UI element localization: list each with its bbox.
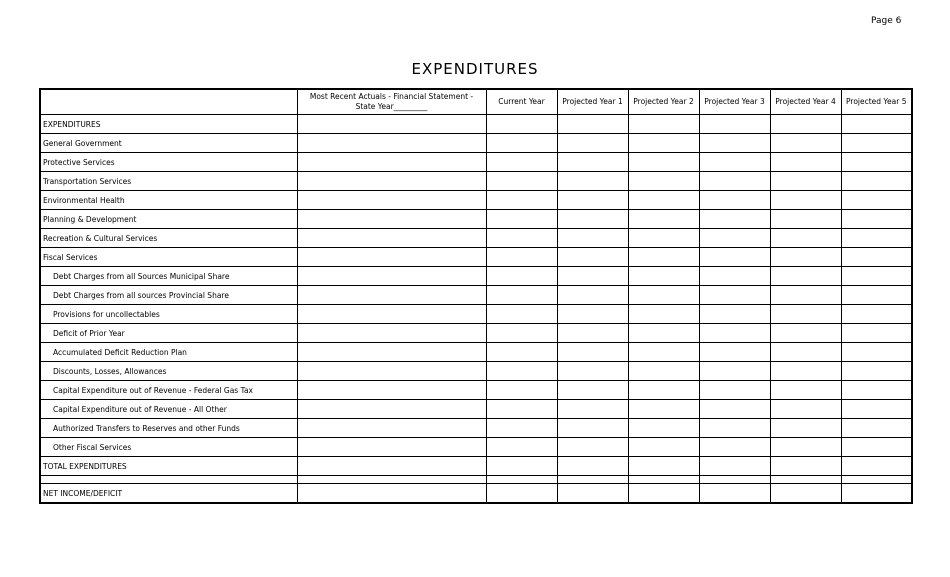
value-cell[interactable] — [699, 210, 770, 229]
value-cell[interactable] — [557, 210, 628, 229]
row-label: TOTAL EXPENDITURES — [40, 457, 297, 476]
value-cell[interactable] — [841, 172, 912, 191]
value-cell[interactable] — [486, 172, 557, 191]
value-cell[interactable] — [297, 362, 486, 381]
value-cell[interactable] — [628, 484, 699, 504]
value-cell[interactable] — [486, 476, 557, 484]
table-row — [40, 267, 912, 286]
value-cell[interactable] — [841, 438, 912, 457]
table-row — [40, 172, 912, 191]
value-cell[interactable] — [486, 229, 557, 248]
value-cell[interactable] — [557, 324, 628, 343]
value-cell[interactable] — [628, 153, 699, 172]
column-header: Projected Year 3 — [699, 89, 770, 115]
value-cell[interactable] — [628, 286, 699, 305]
value-cell[interactable] — [699, 362, 770, 381]
table-row — [40, 343, 912, 362]
value-cell[interactable] — [486, 115, 557, 134]
value-cell[interactable] — [841, 134, 912, 153]
value-cell[interactable] — [841, 343, 912, 362]
value-cell[interactable] — [841, 457, 912, 476]
value-cell[interactable] — [699, 343, 770, 362]
value-cell[interactable] — [557, 305, 628, 324]
table-row — [40, 362, 912, 381]
value-cell[interactable] — [297, 191, 486, 210]
value-cell[interactable] — [486, 381, 557, 400]
value-cell[interactable] — [770, 419, 841, 438]
value-cell[interactable] — [770, 191, 841, 210]
value-cell[interactable] — [628, 229, 699, 248]
value-cell[interactable] — [699, 267, 770, 286]
value-cell[interactable] — [699, 324, 770, 343]
value-cell[interactable] — [770, 457, 841, 476]
value-cell[interactable] — [557, 191, 628, 210]
value-cell[interactable] — [557, 438, 628, 457]
table-row — [40, 286, 912, 305]
value-cell[interactable] — [841, 476, 912, 484]
column-header: Projected Year 1 — [557, 89, 628, 115]
row-label: Discounts, Losses, Allowances — [40, 362, 297, 381]
value-cell[interactable] — [699, 229, 770, 248]
table-row — [40, 191, 912, 210]
value-cell[interactable] — [486, 457, 557, 476]
value-cell[interactable] — [770, 381, 841, 400]
value-cell[interactable] — [841, 248, 912, 267]
value-cell[interactable] — [628, 438, 699, 457]
table-row — [40, 115, 912, 134]
value-cell[interactable] — [699, 419, 770, 438]
table-row — [40, 381, 912, 400]
value-cell[interactable] — [770, 400, 841, 419]
value-cell[interactable] — [557, 400, 628, 419]
value-cell[interactable] — [628, 343, 699, 362]
value-cell[interactable] — [628, 115, 699, 134]
value-cell[interactable] — [628, 267, 699, 286]
value-cell[interactable] — [297, 438, 486, 457]
table-row — [40, 457, 912, 476]
value-cell[interactable] — [770, 267, 841, 286]
value-cell[interactable] — [770, 172, 841, 191]
value-cell[interactable] — [297, 248, 486, 267]
page-title: EXPENDITURES — [411, 60, 539, 78]
value-cell[interactable] — [557, 134, 628, 153]
value-cell[interactable] — [486, 362, 557, 381]
value-cell[interactable] — [628, 381, 699, 400]
row-label: Other Fiscal Services — [40, 438, 297, 457]
value-cell[interactable] — [557, 229, 628, 248]
value-cell[interactable] — [297, 484, 486, 504]
table-row — [40, 210, 912, 229]
table-row — [40, 419, 912, 438]
column-header: Projected Year 2 — [628, 89, 699, 115]
value-cell[interactable] — [297, 343, 486, 362]
value-cell[interactable] — [557, 115, 628, 134]
value-cell[interactable] — [699, 457, 770, 476]
value-cell[interactable] — [486, 419, 557, 438]
value-cell[interactable] — [841, 191, 912, 210]
value-cell[interactable] — [841, 286, 912, 305]
value-cell[interactable] — [297, 457, 486, 476]
value-cell[interactable] — [557, 484, 628, 504]
value-cell[interactable] — [297, 476, 486, 484]
value-cell[interactable] — [486, 343, 557, 362]
value-cell[interactable] — [770, 343, 841, 362]
value-cell[interactable] — [770, 286, 841, 305]
row-label: Authorized Transfers to Reserves and other Funds — [40, 419, 297, 438]
value-cell[interactable] — [770, 153, 841, 172]
value-cell[interactable] — [557, 172, 628, 191]
value-cell[interactable] — [628, 210, 699, 229]
value-cell[interactable] — [486, 400, 557, 419]
value-cell[interactable] — [628, 134, 699, 153]
value-cell[interactable] — [297, 134, 486, 153]
value-cell[interactable] — [557, 343, 628, 362]
value-cell[interactable] — [841, 362, 912, 381]
value-cell[interactable] — [699, 191, 770, 210]
value-cell[interactable] — [841, 381, 912, 400]
value-cell[interactable] — [628, 305, 699, 324]
value-cell[interactable] — [486, 267, 557, 286]
value-cell[interactable] — [297, 286, 486, 305]
value-cell[interactable] — [297, 305, 486, 324]
column-header: Most Recent Actuals - Financial Statement - State Year_________ — [297, 89, 486, 115]
value-cell[interactable] — [486, 210, 557, 229]
value-cell[interactable] — [699, 484, 770, 504]
value-cell[interactable] — [557, 153, 628, 172]
value-cell[interactable] — [841, 305, 912, 324]
row-label: Debt Charges from all sources Provincial Share — [40, 286, 297, 305]
value-cell[interactable] — [297, 115, 486, 134]
value-cell[interactable] — [699, 400, 770, 419]
value-cell[interactable] — [770, 134, 841, 153]
value-cell[interactable] — [628, 248, 699, 267]
value-cell[interactable] — [699, 153, 770, 172]
table-row — [40, 324, 912, 343]
value-cell[interactable] — [841, 419, 912, 438]
value-cell[interactable] — [297, 381, 486, 400]
value-cell[interactable] — [486, 484, 557, 504]
column-header — [40, 89, 297, 115]
row-label: Transportation Services — [40, 172, 297, 191]
value-cell[interactable] — [770, 438, 841, 457]
value-cell[interactable] — [557, 457, 628, 476]
value-cell[interactable] — [486, 305, 557, 324]
value-cell[interactable] — [699, 134, 770, 153]
table-row — [40, 484, 912, 504]
row-label: Recreation & Cultural Services — [40, 229, 297, 248]
value-cell[interactable] — [699, 438, 770, 457]
value-cell[interactable] — [770, 229, 841, 248]
row-label: Environmental Health — [40, 191, 297, 210]
value-cell[interactable] — [557, 381, 628, 400]
value-cell[interactable] — [628, 476, 699, 484]
value-cell[interactable] — [770, 324, 841, 343]
value-cell[interactable] — [699, 305, 770, 324]
row-label: Fiscal Services — [40, 248, 297, 267]
value-cell[interactable] — [486, 286, 557, 305]
value-cell[interactable] — [699, 248, 770, 267]
value-cell[interactable] — [297, 153, 486, 172]
value-cell[interactable] — [699, 286, 770, 305]
table-row — [40, 438, 912, 457]
value-cell[interactable] — [297, 419, 486, 438]
value-cell[interactable] — [628, 457, 699, 476]
value-cell[interactable] — [297, 210, 486, 229]
value-cell[interactable] — [628, 324, 699, 343]
value-cell[interactable] — [841, 400, 912, 419]
value-cell[interactable] — [841, 153, 912, 172]
value-cell[interactable] — [770, 484, 841, 504]
row-label: Provisions for uncollectables — [40, 305, 297, 324]
value-cell[interactable] — [699, 115, 770, 134]
row-label — [40, 476, 297, 484]
value-cell[interactable] — [628, 172, 699, 191]
value-cell[interactable] — [557, 248, 628, 267]
value-cell[interactable] — [557, 419, 628, 438]
value-cell[interactable] — [557, 362, 628, 381]
value-cell[interactable] — [297, 400, 486, 419]
row-label: Capital Expenditure out of Revenue - All Other — [40, 400, 297, 419]
value-cell[interactable] — [628, 419, 699, 438]
value-cell[interactable] — [486, 324, 557, 343]
value-cell[interactable] — [557, 476, 628, 484]
value-cell[interactable] — [628, 400, 699, 419]
column-header: Projected Year 5 — [841, 89, 912, 115]
table-row — [40, 476, 912, 484]
row-label: EXPENDITURES — [40, 115, 297, 134]
page-number: Page 6 — [871, 16, 902, 26]
value-cell[interactable] — [486, 248, 557, 267]
value-cell[interactable] — [486, 438, 557, 457]
value-cell[interactable] — [770, 248, 841, 267]
value-cell[interactable] — [841, 115, 912, 134]
value-cell[interactable] — [297, 324, 486, 343]
value-cell[interactable] — [841, 324, 912, 343]
table-row — [40, 134, 912, 153]
value-cell[interactable] — [557, 267, 628, 286]
value-cell[interactable] — [297, 172, 486, 191]
value-cell[interactable] — [486, 134, 557, 153]
value-cell[interactable] — [770, 362, 841, 381]
row-label: Planning & Development — [40, 210, 297, 229]
row-label: NET INCOME/DEFICIT — [40, 484, 297, 504]
row-label: Deficit of Prior Year — [40, 324, 297, 343]
value-cell[interactable] — [841, 229, 912, 248]
row-label: Accumulated Deficit Reduction Plan — [40, 343, 297, 362]
row-label: Capital Expenditure out of Revenue - Federal Gas Tax — [40, 381, 297, 400]
table-row — [40, 248, 912, 267]
value-cell[interactable] — [628, 191, 699, 210]
row-label: Debt Charges from all Sources Municipal Share — [40, 267, 297, 286]
table-row — [40, 229, 912, 248]
column-header: Projected Year 4 — [770, 89, 841, 115]
value-cell[interactable] — [770, 210, 841, 229]
expenditures-table — [39, 88, 913, 504]
value-cell[interactable] — [486, 191, 557, 210]
value-cell[interactable] — [770, 305, 841, 324]
value-cell[interactable] — [699, 476, 770, 484]
column-header: Current Year — [486, 89, 557, 115]
value-cell[interactable] — [770, 476, 841, 484]
value-cell[interactable] — [297, 267, 486, 286]
value-cell[interactable] — [557, 286, 628, 305]
value-cell[interactable] — [699, 172, 770, 191]
value-cell[interactable] — [841, 210, 912, 229]
table-row — [40, 305, 912, 324]
table-row — [40, 400, 912, 419]
value-cell[interactable] — [297, 229, 486, 248]
value-cell[interactable] — [841, 267, 912, 286]
table-row — [40, 153, 912, 172]
value-cell[interactable] — [699, 381, 770, 400]
row-label: General Government — [40, 134, 297, 153]
value-cell[interactable] — [770, 115, 841, 134]
value-cell[interactable] — [486, 153, 557, 172]
value-cell[interactable] — [628, 362, 699, 381]
value-cell[interactable] — [841, 484, 912, 504]
row-label: Protective Services — [40, 153, 297, 172]
